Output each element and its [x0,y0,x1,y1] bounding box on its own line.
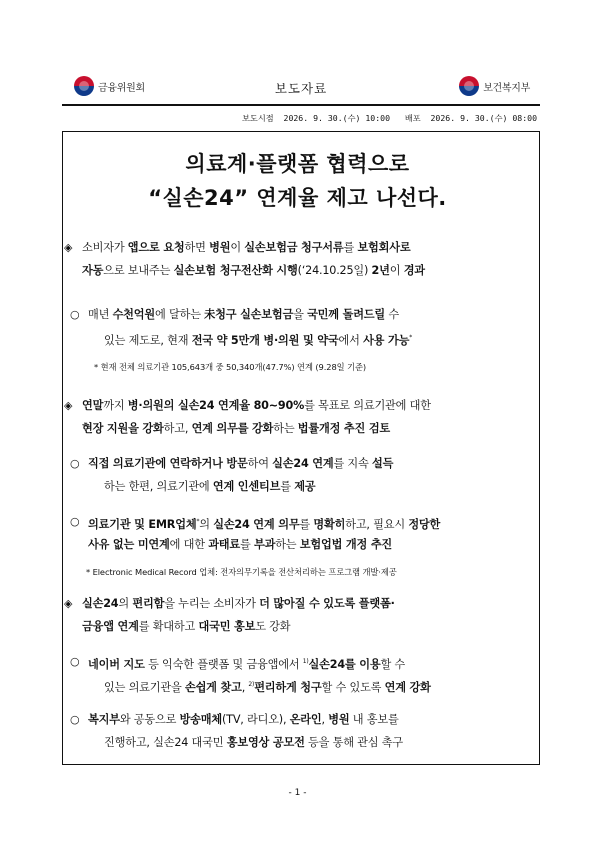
section2-sub1-line-2: 하는 한편, 의료기관에 연계 인센티브를 제공 [104,480,316,493]
distribution-label: 배포 [404,113,421,123]
section1-sub1-line-2: 있는 제도로, 현재 전국 약 5만개 병·의원 및 약국에서 사용 가능* [104,334,412,347]
section1-line-1: 소비자가 앱으로 요청하면 병원이 실손보험금 청구서류를 보험회사로 [82,241,411,254]
diamond-bullet: ◈ [64,241,73,254]
headline [0,147,595,215]
release-label: 보도시점 [242,113,274,123]
section2-sub2-line-2: 사유 없는 미연계에 대한 과태료를 부과하는 보험업법 개정 추진 [88,538,393,551]
mohw-logo [459,76,530,96]
section2-sub1-line-1: 직접 의료기관에 연락하거나 방문하여 실손24 연계를 지속 설득 [88,457,394,470]
section1-sub1-line-1: 매년 수천억원에 달하는 未청구 실손보험금을 국민께 돌려드릴 수 [88,308,399,321]
circle-bullet: ○ [70,713,80,726]
taegeuk-emblem-icon [459,76,479,96]
headline-line-2: “실손24” 연계율 제고 나선다. [148,186,447,210]
section1-line-2: 자동으로 보내주는 실손보험 청구전산화 시행(‘24.10.25일) 2년이 경과 [82,264,425,277]
circle-bullet: ○ [70,655,80,668]
section1-footnote: * 현재 전체 의료기관 105,643개 중 50,340개(47.7%) 연계 (9.28일 기준) [94,362,367,372]
section2-sub2-line-1: 의료기관 및 EMR업체*의 실손24 연계 의무를 명확히하고, 필요시 정당한 [88,518,441,531]
press-release-title: 보도자료 [274,81,328,96]
press-header [62,74,540,104]
release-time: 2026. 9. 30.(수) 10:00 [283,113,391,123]
section3-sub1-line-2: 있는 의료기관을 손쉽게 찾고, $^{2)}$편리하게 청구할 수 있도록 연계 강화 [104,681,431,694]
release-info [242,113,537,124]
circle-bullet: ○ [70,515,80,528]
left-org-name: 금융위원회 [98,82,145,94]
section2-line-2: 현장 지원을 강화하고, 연계 의무를 강화하는 법률개정 추진 검토 [82,422,391,435]
section3-sub2-line-1: 복지부와 공동으로 방송매체(TV, 라디오), 온라인, 병원 내 홍보를 [88,713,399,726]
section3-sub1-line-1: 네이버 지도 등 익숙한 플랫폼 및 금융앱에서 $^{1)}$실손24를 이용할 수 [88,658,406,671]
section3-line-2: 금융앱 연계를 확대하고 대국민 홍보도 강화 [82,620,291,633]
distribution-time: 2026. 9. 30.(수) 08:00 [430,113,537,123]
section3-sub2-line-2: 진행하고, 실손24 대국민 홍보영상 공모전 등을 통해 관심 촉구 [104,736,403,749]
section2-footnote: * Electronic Medical Record 업체: 전자의무기록을 전산처리하는 프로그램 개발·제공 [86,567,397,577]
header-divider [62,104,540,106]
circle-bullet: ○ [70,308,80,321]
circle-bullet: ○ [70,457,80,470]
section3-line-1: 실손24의 편리함을 누리는 소비자가 더 많아질 수 있도록 플랫폼· [82,597,395,610]
page-number: - 1 - [288,788,307,798]
section2-line-1: 연말까지 병·의원의 실손24 연계율 80~90%를 목표로 의료기관에 대한 [82,399,431,412]
diamond-bullet: ◈ [64,597,73,610]
headline-line-1: 의료계·플랫폼 협력으로 [185,152,410,176]
diamond-bullet: ◈ [64,399,73,412]
right-org-name: 보건복지부 [483,82,530,94]
